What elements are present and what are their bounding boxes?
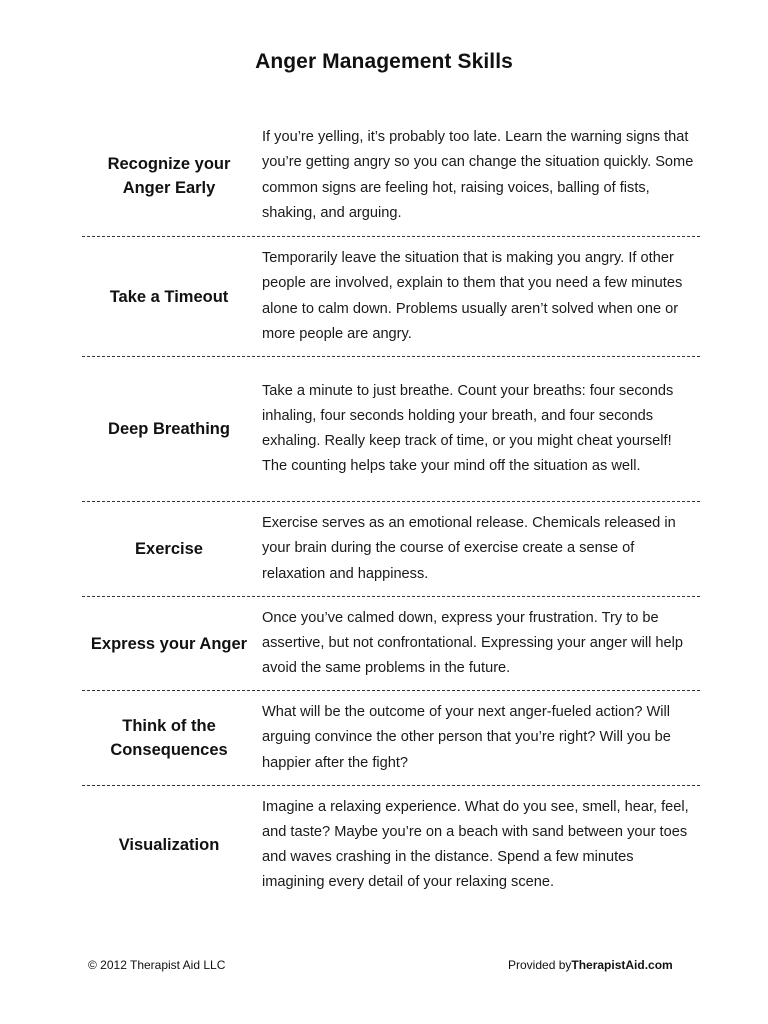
skill-row-exercise	[82, 502, 700, 597]
skill-description: Exercise serves as an emotional release. Chemicals released in your brain during the course of exercise create a sense of relaxation and happiness.	[262, 515, 676, 582]
skill-row-express	[82, 597, 700, 691]
skill-description: What will be the outcome of your next anger-fueled action? Will arguing convince the other person that you’re right? Will you be happier after the fight?	[262, 704, 671, 771]
skill-name: Exercise	[135, 540, 203, 558]
skill-description: Imagine a relaxing experience. What do you see, smell, hear, feel, and taste? Maybe you’re on a beach with sand between your toes and waves crashing in the distance. Spend a few minutes imagining every detail of your relaxing scene.	[262, 798, 689, 891]
skill-name: Express your Anger	[90, 634, 248, 653]
skills-table	[82, 115, 700, 904]
skill-row-consequences	[82, 691, 700, 786]
skill-name: Think of the Consequences	[110, 717, 228, 759]
provided-by-label: Provided by	[508, 958, 572, 972]
skill-name: Take a Timeout	[109, 287, 229, 306]
skill-row-breathing	[82, 357, 700, 502]
skill-name: Visualization	[118, 836, 220, 854]
skill-row-recognize	[82, 115, 700, 237]
skill-description: Take a minute to just breathe. Count your breaths: four seconds inhaling, four seconds holding your breath, and four seconds exhaling. Really keep track of time, or you might cheat yourself! The counting helps take your mind off the situation as well.	[262, 382, 674, 475]
skill-description: Once you’ve calmed down, express your frustration. Try to be assertive, but not confrontational. Expressing your anger will help avoid the same problems in the future.	[262, 609, 684, 677]
provided-by	[508, 958, 673, 972]
copyright-notice: © 2012 Therapist Aid LLC	[88, 958, 226, 972]
skill-row-visualization	[82, 786, 700, 904]
skill-name: Recognize your Anger Early	[107, 154, 231, 197]
skill-description: If you’re yelling, it’s probably too late. Learn the warning signs that you’re getting angry so you can change the situation quickly. Some common signs are feeling hot, raising voices, balling of fists, shaking, and arguing.	[262, 129, 694, 221]
skill-row-timeout	[82, 237, 700, 357]
skill-description: Temporarily leave the situation that is making you angry. If other people are involved, explain to them that you need a few minutes alone to calm down. Problems usually aren’t solved when one or more people are angry.	[262, 250, 683, 342]
skill-name: Deep Breathing	[108, 420, 230, 438]
brand-link[interactable]: TherapistAid.com	[571, 958, 673, 972]
page-title: Anger Management Skills	[255, 50, 513, 73]
